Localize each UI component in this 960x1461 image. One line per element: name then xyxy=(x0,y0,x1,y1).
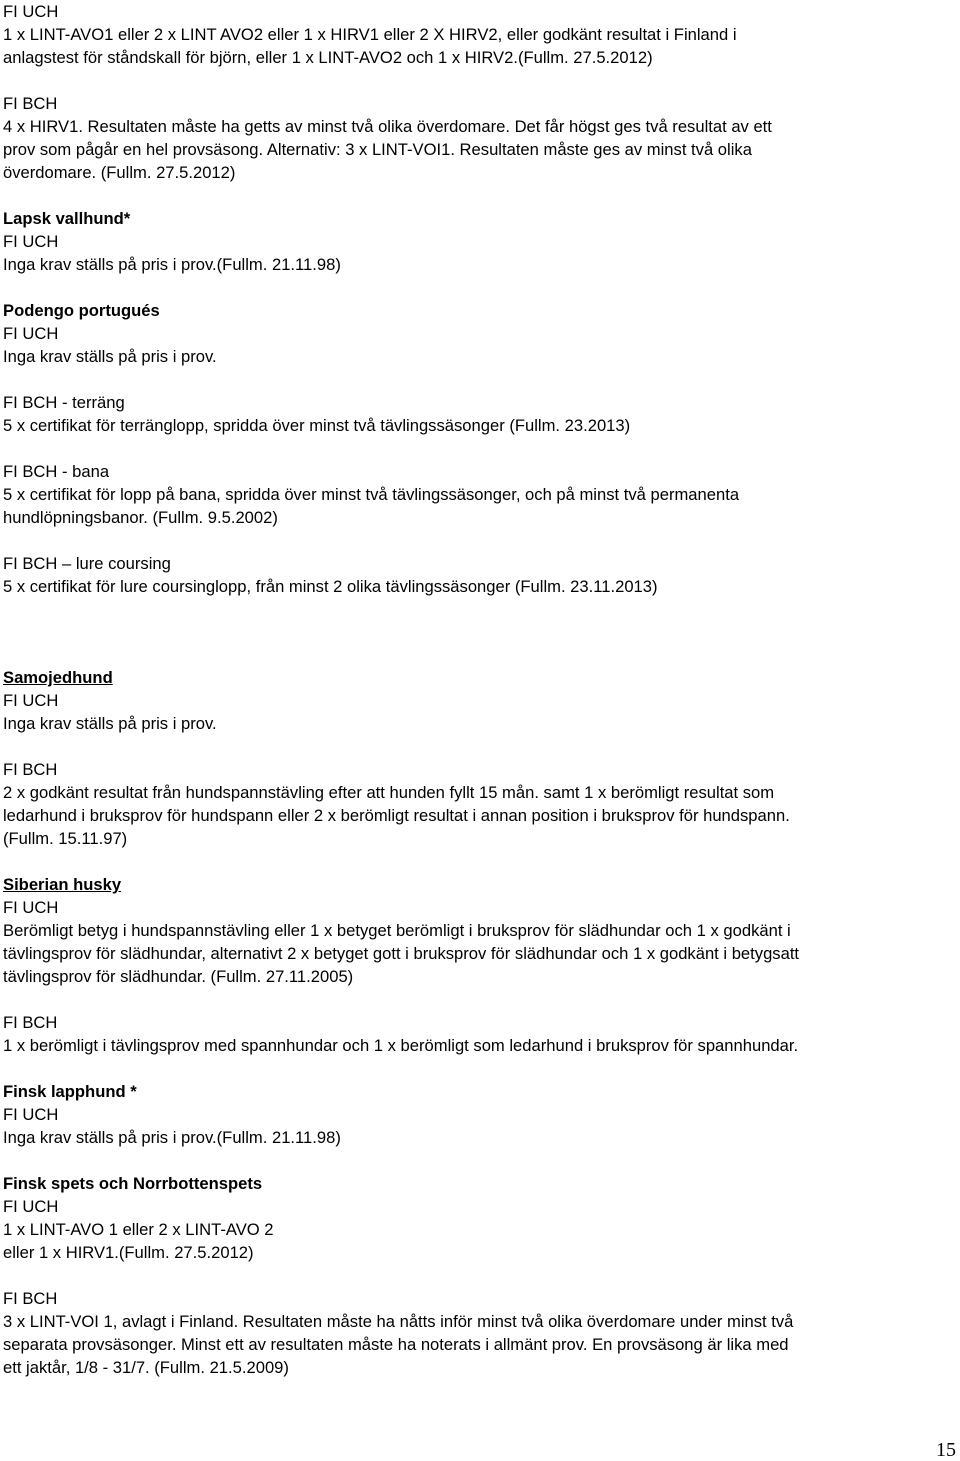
requirement-text: Berömligt betyg i hundspannstävling eller 1 x betyget berömligt i bruksprov för slädhundar och 1 x godkänt i xyxy=(3,921,791,940)
breed-heading: Lapsk vallhund* xyxy=(3,209,131,228)
section-finsk-spets xyxy=(3,1172,958,1379)
requirement-text: ett jaktår, 1/8 - 31/7. (Fullm. 21.5.2009) xyxy=(3,1358,289,1377)
requirement-text: 1 x berömligt i tävlingsprov med spannhundar och 1 x berömligt som ledarhund i bruksprov för spannhundar. xyxy=(3,1036,799,1055)
title-label: FI UCH xyxy=(3,898,59,917)
section-siberian-husky xyxy=(3,873,958,1057)
requirement-text: 1 x LINT-AVO 1 eller 2 x LINT-AVO 2 xyxy=(3,1220,274,1239)
requirement-text: 5 x certifikat för lopp på bana, spridda över minst två tävlingssäsonger, och på minst två permanenta xyxy=(3,485,740,504)
title-label: FI UCH xyxy=(3,232,59,251)
title-label: FI BCH xyxy=(3,1013,58,1032)
requirement-text: (Fullm. 15.11.97) xyxy=(3,829,128,848)
requirement-text: Inga krav ställs på pris i prov. xyxy=(3,714,217,733)
requirement-text: 2 x godkänt resultat från hundspannstävling efter att hunden fyllt 15 mån. samt 1 x berömligt resultat som xyxy=(3,783,775,802)
title-label: FI UCH xyxy=(3,324,59,343)
requirement-text: hundlöpningsbanor. (Fullm. 9.5.2002) xyxy=(3,508,278,527)
section-samojedhund xyxy=(3,666,958,850)
requirement-text: Inga krav ställs på pris i prov.(Fullm. 21.11.98) xyxy=(3,255,341,274)
section-podengo-portugues xyxy=(3,299,958,598)
requirement-text: Inga krav ställs på pris i prov.(Fullm. 21.11.98) xyxy=(3,1128,341,1147)
document-page xyxy=(3,0,958,1379)
section-previous-breed xyxy=(3,0,958,184)
requirement-text: 3 x LINT-VOI 1, avlagt i Finland. Resultaten måste ha nåtts inför minst två olika överdomare under minst två xyxy=(3,1312,794,1331)
title-label: FI UCH xyxy=(3,1105,59,1124)
title-label: FI UCH xyxy=(3,1197,59,1216)
requirement-text: anlagstest för ståndskall för björn, eller 1 x LINT-AVO2 och 1 x HIRV2.(Fullm. 27.5.2012) xyxy=(3,48,653,67)
requirement-text: 1 x LINT-AVO1 eller 2 x LINT AVO2 eller 1 x HIRV1 eller 2 X HIRV2, eller godkänt resultat i Finland i xyxy=(3,25,737,44)
title-label: FI BCH - bana xyxy=(3,462,110,481)
page-number: 15 xyxy=(936,1439,956,1461)
requirement-text: tävlingsprov för slädhundar. (Fullm. 27.11.2005) xyxy=(3,967,354,986)
requirement-text: tävlingsprov för slädhundar, alternativt 2 x betyget gott i bruksprov för slädhundar och 1 x godkänt i betygsatt xyxy=(3,944,800,963)
section-lapsk-vallhund xyxy=(3,207,958,276)
breed-heading: Finsk lapphund * xyxy=(3,1082,137,1101)
breed-heading: Podengo portugués xyxy=(3,301,160,320)
title-label: FI BCH xyxy=(3,760,58,779)
requirement-text: Inga krav ställs på pris i prov. xyxy=(3,347,217,366)
requirement-text: ledarhund i bruksprov för hundspann eller 2 x berömligt resultat i annan position i bruksprov för hundspann. xyxy=(3,806,790,825)
requirement-text: överdomare. (Fullm. 27.5.2012) xyxy=(3,163,236,182)
requirement-text: prov som pågår en hel provsäsong. Alternativ: 3 x LINT-VOI1. Resultaten måste ges av minst två olika xyxy=(3,140,752,159)
requirement-text: 4 x HIRV1. Resultaten måste ha getts av minst två olika överdomare. Det får högst ges två resultat av ett xyxy=(3,117,772,136)
requirement-text: 5 x certifikat för terränglopp, spridda över minst två tävlingssäsonger (Fullm. 23.2013) xyxy=(3,416,631,435)
section-finsk-lapphund xyxy=(3,1080,958,1149)
title-label: FI UCH xyxy=(3,691,59,710)
title-label: FI UCH xyxy=(3,2,59,21)
title-label: FI BCH - terräng xyxy=(3,393,125,412)
title-label: FI BCH xyxy=(3,1289,58,1308)
title-label: FI BCH – lure coursing xyxy=(3,554,171,573)
title-label: FI BCH xyxy=(3,94,58,113)
requirement-text: separata provsäsonger. Minst ett av resultaten måste ha noterats i allmänt prov. En provsäsong är lika med xyxy=(3,1335,789,1354)
breed-heading: Siberian husky xyxy=(3,875,122,894)
requirement-text: eller 1 x HIRV1.(Fullm. 27.5.2012) xyxy=(3,1243,254,1262)
requirement-text: 5 x certifikat för lure coursinglopp, från minst 2 olika tävlingssäsonger (Fullm. 23.11.2013) xyxy=(3,577,658,596)
breed-heading: Samojedhund xyxy=(3,668,113,687)
breed-heading: Finsk spets och Norrbottenspets xyxy=(3,1174,263,1193)
